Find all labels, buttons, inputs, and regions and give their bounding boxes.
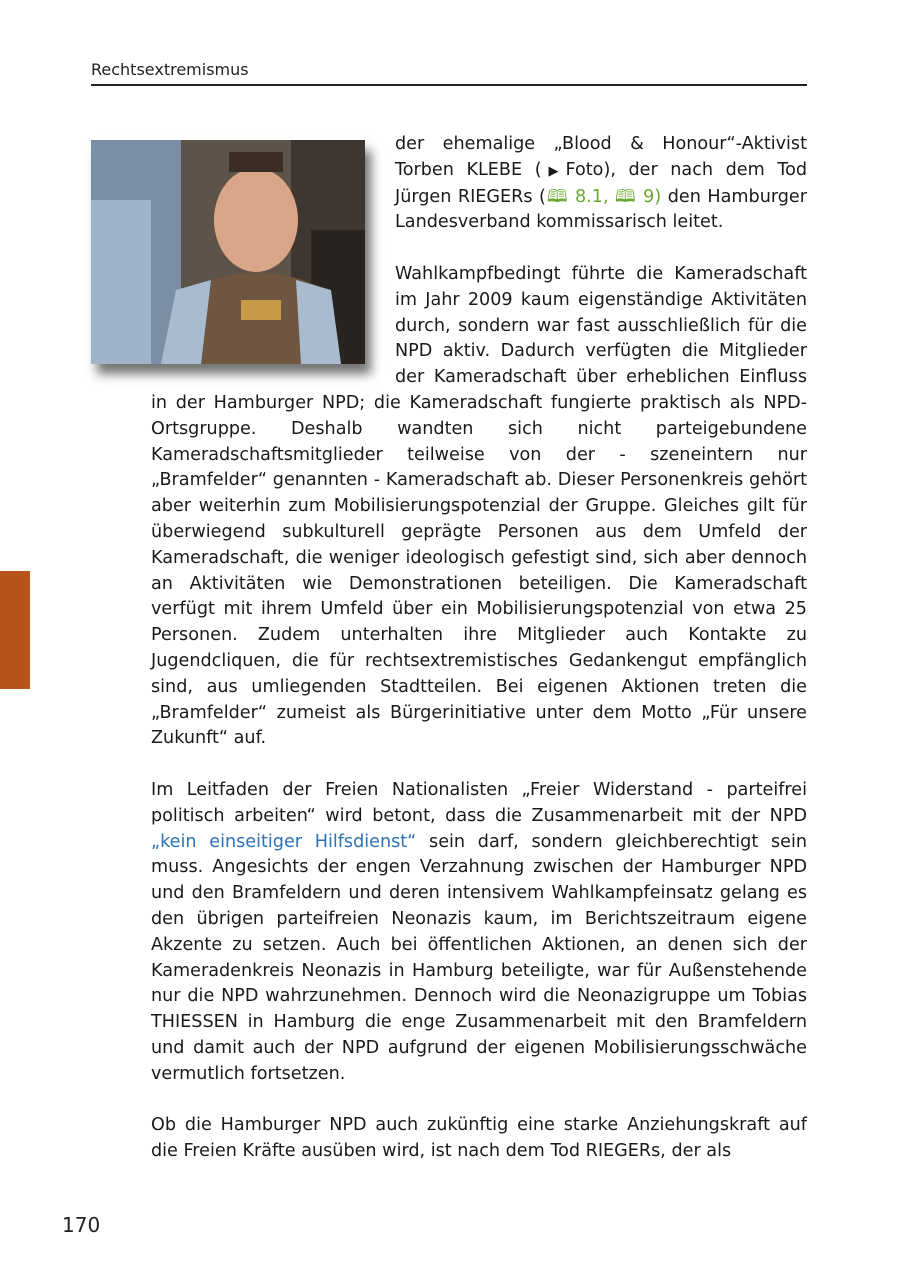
p3-text-a: Im Leitfaden der Freien Nationalisten „Freier Widerstand - parteifrei politisch arbeiten“ wird betont, dass die Zusammenarbeit mit der NPD — [151, 779, 807, 826]
photo-float-spacer — [151, 132, 395, 390]
reference-link-9[interactable]: 🕮 9) — [615, 186, 662, 207]
p1-text-b: Foto), der nach dem Tod Jürgen RIEGERs ( — [395, 159, 808, 207]
running-header: Rechtsextremismus — [91, 60, 249, 79]
p1-text-a: der ehemalige „Blood & Honour“-Aktivist Torben KLEBE ( — [395, 134, 807, 180]
chapter-side-tab — [0, 571, 30, 689]
paragraph-4: Ob die Hamburger NPD auch zukünftig eine starke Anziehungskraft auf die Freien Kräfte ausüben wird, ist nach dem Tod RIEGERs, der als — [151, 1115, 807, 1162]
page-number: 170 — [62, 1213, 101, 1237]
quote-highlight: „kein einseitiger Hilfsdienst“ — [151, 831, 417, 852]
header-divider — [91, 84, 807, 86]
paragraph-3 — [151, 778, 807, 1088]
arrow-icon: ▶ — [541, 163, 566, 179]
p1-text-c: den Hamburger Landesverband kommissarisch leitet. — [395, 186, 807, 233]
paragraph-2: Wahlkampfbedingt führte die Kameradschaft im Jahr 2009 kaum eigenständige Aktivitäten durch, sondern war fast ausschließlich für die NPD aktiv. Dadurch verfügten die Mitglieder der Kameradschaft über erheblichen Einfluss in der Hamburger NPD; die Kameradschaft fungierte praktisch als NPD-Ortsgruppe. Deshalb wandten sich nicht parteigebundene Kameradschaftsmitglieder teilweise von der - szeneintern nur „Bramfelder“ genannten - Kameradschaft ab. Dieser Personenkreis gehört aber weiterhin zum Mobilisierungspotenzial der Gruppe. Gleiches gilt für überwiegend subkulturell geprägte Personen aus dem Umfeld der Kameradschaft, die weniger ideologisch gefestigt sind, sich aber dennoch an Aktivitäten wie Demonstrationen beteiligen. Die Kameradschaft verfügt mit ihrem Umfeld über ein Mobilisierungspotenzial von etwa 25 Personen. Zudem unterhalten ihre Mitglieder auch Kontakte zu Jugendcliquen, die für rechtsextremistisches Gedankengut empfänglich sind, aus umliegenden Stadtteilen. Bei eigenen Aktionen treten die „Bramfelder“ zumeist als Bürgerinitiative unter dem Motto „Für unsere Zukunft“ auf. — [151, 263, 807, 749]
reference-link-8-1[interactable]: 🕮 8.1, — [545, 186, 609, 207]
article-body — [151, 132, 807, 1191]
p3-text-b: sein darf, sondern gleichberechtigt sein muss. Angesichts der engen Verzahnung zwischen der Hamburger NPD und den Bramfeldern und deren intensivem Wahlkampfeinsatz gelang es den übrigen parteifreien Neonazis kaum, im Berichtszeitraum eigene Akzente zu setzen. Auch bei öffentlichen Aktionen, an denen sich der Kameradenkreis Neonazis in Hamburg beteiligte, war für Außenstehende nur die NPD wahrzunehmen. Dennoch wird die Neonazigruppe um Tobias THIESSEN in Hamburg die enge Zusammenarbeit mit den Bramfeldern und damit auch der NPD aufgrund der eigenen Mobilisierungsschwäche vermutlich fortsetzen. — [151, 831, 807, 1084]
